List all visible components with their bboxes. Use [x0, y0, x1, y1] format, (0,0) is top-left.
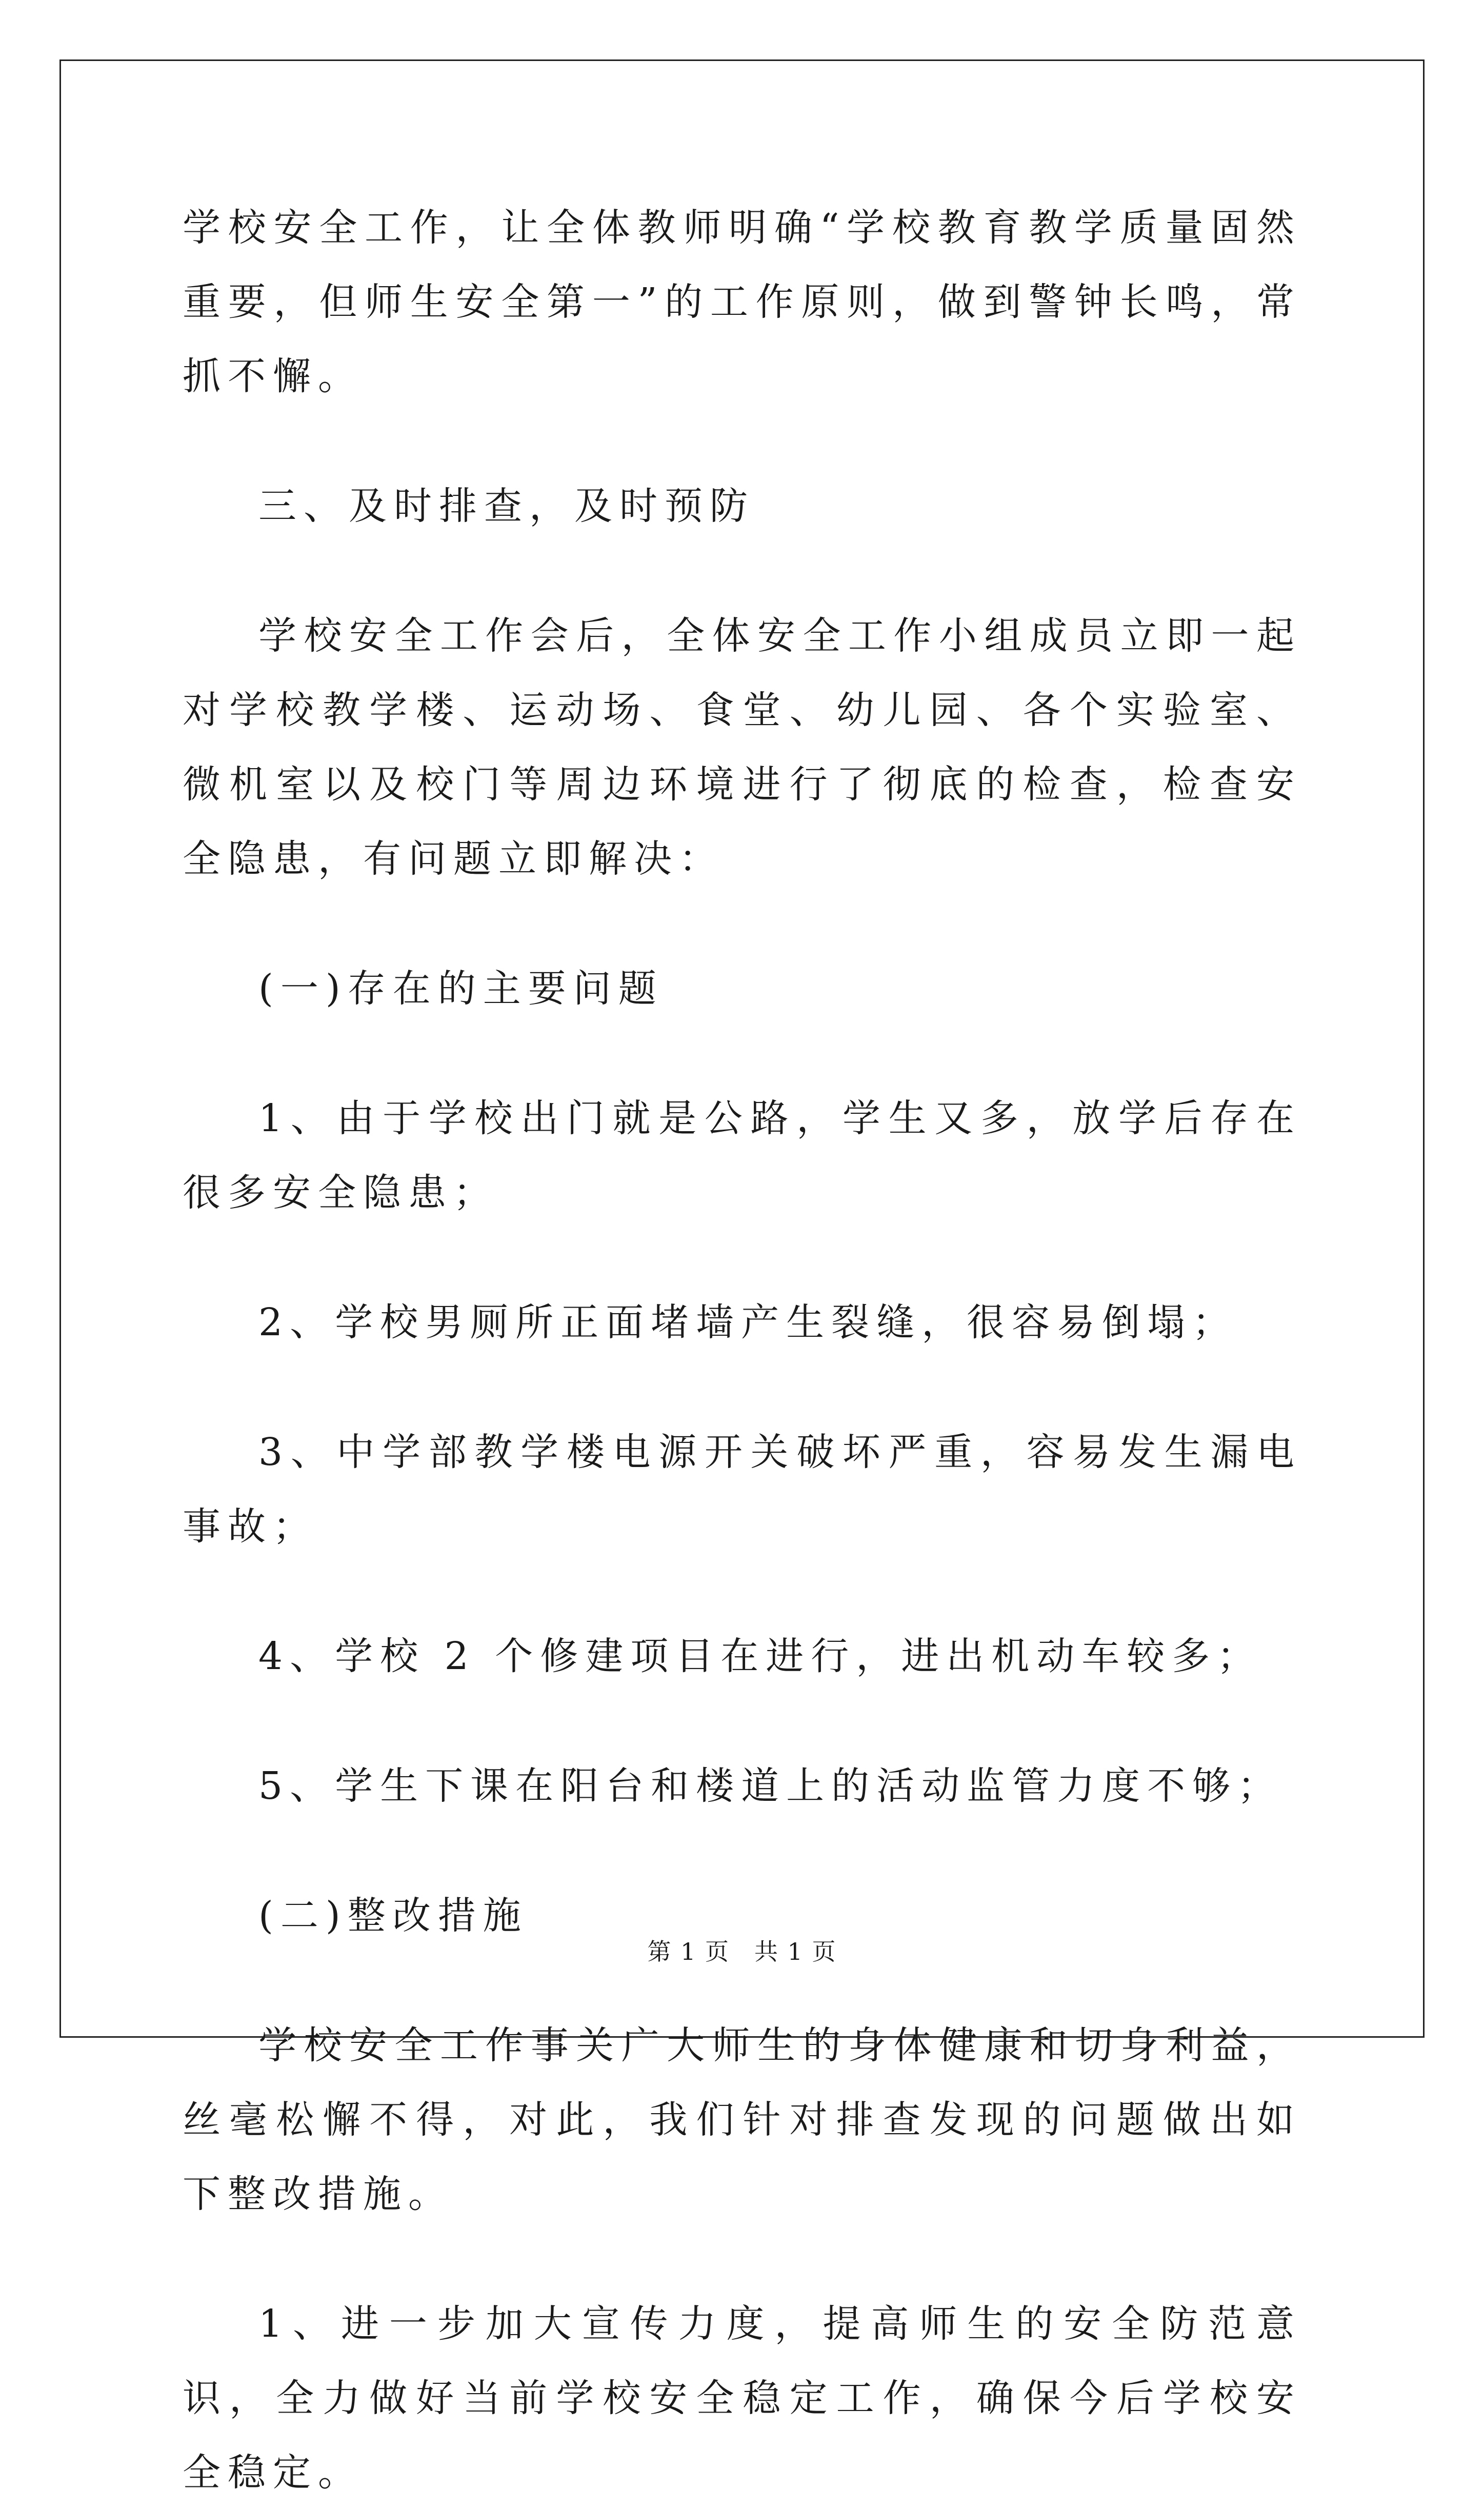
subheading-problems: (一)存在的主要问题 — [258, 967, 664, 1011]
problem-item-4: 4、学校 2 个修建项目在进行，进出机动车较多； — [258, 1634, 1262, 1678]
measure-item-1: 1、进一步加大宣传力度，提高师生的安全防范意识，全力做好当前学校安全稳定工作，确保今后学校安全稳定。 — [183, 2302, 1301, 2495]
paragraph-measures-intro: 学校安全工作事关广大师生的身体健康和切身利益，丝毫松懈不得，对此，我们针对排查发现的问题做出如下整改措施。 — [183, 2023, 1301, 2216]
paragraph-inspection: 学校安全工作会后，全体安全工作小组成员立即一起对学校教学楼、运动场、食堂、幼儿园、各个实验室、微机室以及校门等周边环境进行了彻底的检查，检查安全隐患，有问题立即解决： — [183, 614, 1301, 881]
paragraph-intro-continuation: 学校安全工作，让全体教师明确“学校教育教学质量固然重要，但师生安全第一”的工作原则，做到警钟长鸣，常抓不懈。 — [183, 206, 1301, 398]
section-heading-3: 三、及时排查，及时预防 — [258, 484, 755, 528]
page-number-footer: 第 1 页 共 1 页 — [647, 1938, 837, 1965]
problem-item-2: 2、学校男厕所正面堵墙产生裂缝，很容易倒塌； — [258, 1300, 1238, 1344]
document-body — [183, 191, 1301, 2510]
problem-item-5: 5、学生下课在阳台和楼道上的活动监管力度不够； — [258, 1764, 1283, 1808]
subheading-measures: (二)整改措施 — [258, 1894, 528, 1938]
problem-item-1: 1、由于学校出门就是公路，学生又多，放学后存在很多安全隐患； — [183, 1096, 1301, 1215]
problem-item-3: 3、中学部教学楼电源开关破坏严重，容易发生漏电事故； — [183, 1430, 1301, 1549]
